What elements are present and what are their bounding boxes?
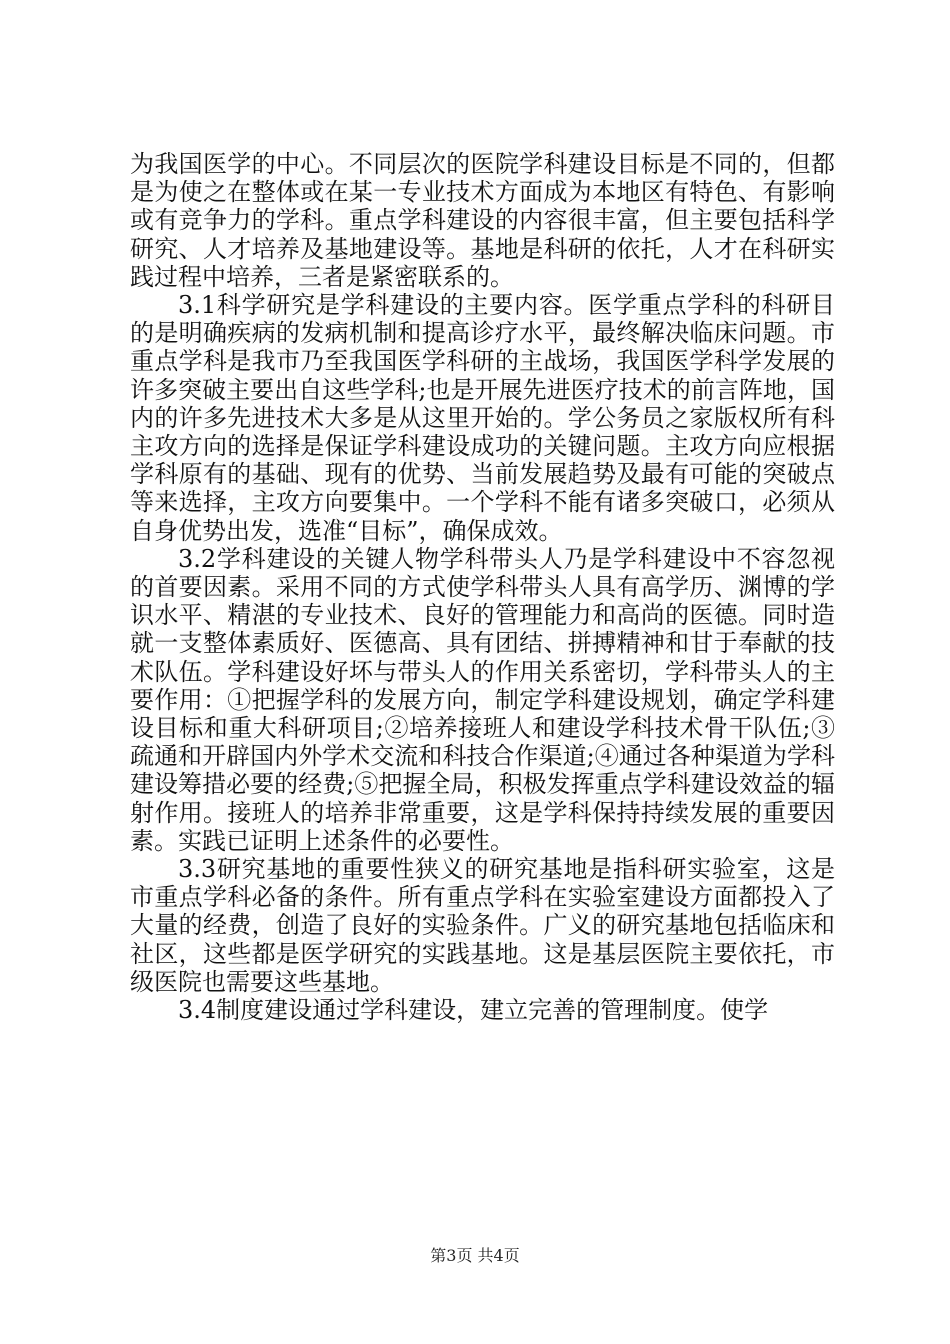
paragraph-1: 为我国医学的中心。不同层次的医院学科建设目标是不同的，但都是为使之在整体或在某一专业技术方面成为本地区有特色、有影响或有竞争力的学科。重点学科建设的内容很丰富，但主要包括科学研究、人才培养及基地建设等。基地是科研的依托，人才在科研实践过程中培养，三者是紧密联系的。 [130, 150, 835, 291]
page-footer [0, 1246, 950, 1266]
paragraph-4-section-3-3: 3.3研究基地的重要性狭义的研究基地是指科研实验室，这是市重点学科必备的条件。所有重点学科在实验室建设方面都投入了大量的经费，创造了良好的实验条件。广义的研究基地包括临床和社区，这些都是医学研究的实践基地。这是基层医院主要依托，市级医院也需要这些基地。 [130, 855, 835, 996]
paragraph-5-section-3-4: 3.4制度建设通过学科建设，建立完善的管理制度。使学 [178, 996, 769, 1025]
paragraph-2-section-3-1: 3.1科学研究是学科建设的主要内容。医学重点学科的科研目的是明确疾病的发病机制和提高诊疗水平，最终解决临床问题。市重点学科是我市乃至我国医学科研的主战场，我国医学科学发展的许多突破主要出自这些学科;也是开展先进医疗技术的前言阵地，国内的许多先进技术大多是从这里开始的。学公务员之家版权所有科主攻方向的选择是保证学科建设成功的关键问题。主攻方向应根据学科原有的基础、现有的优势、当前发展趋势及最有可能的突破点等来选择，主攻方向要集中。一个学科不能有诸多突破口，必须从自身优势出发，选准“目标”，确保成效。 [130, 291, 835, 545]
page-number-label: 第3页 共4页 [430, 1246, 520, 1265]
document-body [130, 150, 835, 1024]
paragraph-3-section-3-2: 3.2学科建设的关键人物学科带头人乃是学科建设中不容忽视的首要因素。采用不同的方式使学科带头人具有高学历、渊博的学识水平、精湛的专业技术、良好的管理能力和高尚的医德。同时造就一支整体素质好、医德高、具有团结、拼搏精神和甘于奉献的技术队伍。学科建设好坏与带头人的作用关系密切，学科带头人的主要作用：①把握学科的发展方向，制定学科建设规划，确定学科建设目标和重大科研项目;②培养接班人和建设学科技术骨干队伍;③疏通和开辟国内外学术交流和科技合作渠道;④通过各种渠道为学科建设筹措必要的经费;⑤把握全局，积极发挥重点学科建设效益的辐射作用。接班人的培养非常重要，这是学科保持持续发展的重要因素。实践已证明上述条件的必要性。 [130, 544, 835, 855]
